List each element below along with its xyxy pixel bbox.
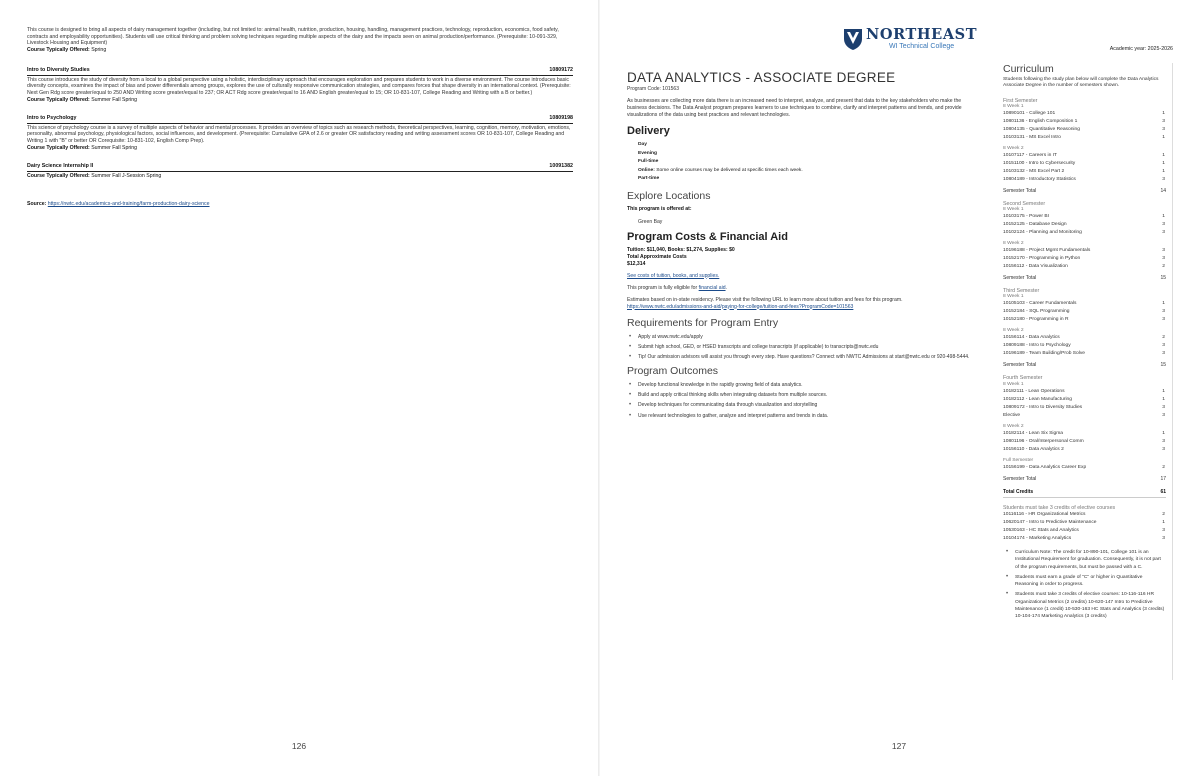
source-link[interactable]: https://nwtc.edu/academics-and-training/farm-production-dairy-science bbox=[47, 201, 210, 207]
course-row: 10182112 - Lean Manufacturing 1 bbox=[1003, 396, 1165, 402]
delivery-list bbox=[627, 141, 982, 184]
costs-heading: Program Costs & Financial Aid bbox=[627, 230, 788, 243]
course-row: 10105103 - Career Fundamentals 1 bbox=[1003, 301, 1165, 307]
shield-logo-icon bbox=[843, 27, 863, 51]
curriculum-sidebar bbox=[995, 63, 1173, 680]
course-row: Elective 3 bbox=[1003, 412, 1165, 418]
course-intro bbox=[27, 27, 573, 54]
total-credits: Total Credits 61 bbox=[1003, 489, 1166, 498]
block-label: 8 Week 2 bbox=[1003, 241, 1024, 247]
course-row: 10152184 - SQL Programming 3 bbox=[1003, 309, 1165, 315]
course-psychology bbox=[27, 115, 573, 152]
block-label: 8 Week 1 bbox=[1003, 294, 1024, 300]
course-row: 10804135 - Quantitative Reasoning 3 bbox=[1003, 126, 1165, 132]
elective-title: Students must take 3 credits of elective courses bbox=[1003, 504, 1116, 511]
semester-title: Fourth Semester bbox=[1003, 375, 1043, 382]
block-label: 8 Week 2 bbox=[1003, 145, 1024, 151]
delivery-online-text: Some online courses may be delivered at specific times each week. bbox=[656, 167, 803, 173]
delivery-item: Evening bbox=[638, 150, 658, 156]
course-row: 10152125 - Database Design 3 bbox=[1003, 222, 1165, 228]
course-title: Intro to Psychology bbox=[27, 115, 77, 121]
requirements-list bbox=[627, 334, 982, 362]
course-row: 10809188 - Intro to Psychology 3 bbox=[1003, 343, 1165, 349]
delivery-heading: Delivery bbox=[627, 125, 670, 137]
course-row: 10103175 - Power BI 1 bbox=[1003, 214, 1165, 220]
electives bbox=[1003, 505, 1166, 544]
block-label: 8 Week 2 bbox=[1003, 328, 1024, 334]
course-dairy-internship bbox=[27, 163, 573, 179]
page-number: 126 bbox=[291, 741, 307, 751]
course-heading bbox=[27, 115, 573, 124]
see-costs-link[interactable]: See costs of tuition, books, and supplies. bbox=[627, 272, 720, 279]
list-item: • Curriculum Note: The credit for 10-890-101, College 101 is an Institutional Requirement for graduation. Consequently, it is not part of the program requirements, but must be passed with a C. bbox=[1003, 549, 1166, 571]
location: Green Bay bbox=[638, 218, 663, 225]
tuition-fees-link[interactable]: https://www.nwtc.edu/admissions-and-aid/paying-for-college/tuition-and-fees?ProgramCode=101563 bbox=[627, 303, 854, 310]
list-item: • Develop functional knowledge in the rapidly growing field of data analytics. bbox=[627, 382, 982, 389]
list-item: • Use relevant technologies to gather, analyze and interpret patterns and trends in data. bbox=[627, 413, 982, 420]
page-number: 127 bbox=[891, 741, 907, 751]
semester-4 bbox=[1003, 375, 1166, 482]
course-row: 10182114 - Lean Six Sigma 1 bbox=[1003, 430, 1165, 436]
intro-description: This course is designed to bring all aspects of dairy management together (including, but not limited to: animal health, nutrition, production, housing, handling, management practices, technology, reproduction, economics, food safety, contracts and employability opportunities). Students will use critical thinking and problem solving techniques regarding multiple aspects of the dairy and the impacts seen on animal production/performance. (Prerequisite: 10-091-329, Livestock Housing and Equipment) bbox=[27, 27, 559, 47]
course-row: 10801136 - English Composition 1 3 bbox=[1003, 118, 1165, 124]
semester-2 bbox=[1003, 201, 1166, 282]
delivery-online-label: Online: bbox=[638, 167, 655, 173]
course-row: 10103131 - MS Excel Intro 1 bbox=[1003, 134, 1165, 140]
program-description: As businesses are collecting more data there is an increased need to interpret, analyze, and present that data to the key stakeholders who make the business decisions. The Data Analyst program prepares learners to use techniques to combine, clarify and interpret patterns and trends, and provide visualizations of the data using best practices and relevant technologies. bbox=[627, 98, 962, 118]
tuition-line: Tuition: $11,040, Books: $1,274, Supplies: $0 bbox=[627, 246, 735, 253]
block-label: 8 Week 1 bbox=[1003, 207, 1024, 213]
course-row: 10196188 - Project Mgmt Fundamentals 3 bbox=[1003, 248, 1165, 254]
course-row: 10801196 - Oral/Interpersonal Comm 3 bbox=[1003, 438, 1165, 444]
course-row: 10156110 - Data Analytics 2 3 bbox=[1003, 446, 1165, 452]
course-row: 10620147 - Intro to Predictive Maintenance 1 bbox=[1003, 520, 1165, 526]
course-offered: Course Typically Offered: Summer Fall Spring bbox=[27, 144, 138, 151]
semester-3 bbox=[1003, 288, 1166, 369]
outcomes-list bbox=[627, 382, 982, 420]
logo-name: NORTHEAST bbox=[866, 25, 978, 43]
course-row: 10182111 - Lean Operations 1 bbox=[1003, 388, 1165, 394]
outcomes-heading: Program Outcomes bbox=[627, 364, 719, 377]
page-title: DATA ANALYTICS - ASSOCIATE DEGREE bbox=[627, 70, 896, 85]
course-description: This course introduces the study of diversity from a local to a global perspective using a holistic, interdisciplinary approach that encourages exploration and prepares students to work in a diverse environment. The course introduces basic diversity concepts, examines the impact of bias and power differentials among groups, explores the use of culturally responsive communication strategies, and compares forces that shape diversity in an international context. (Prerequisite: Next Gen Rdg score greater/equal to 250 AND Writing score greater/equal to 237; OR ACT Rdg score greater/equal to 16 AND English greater/equal to 15; OR 10-831-107, College Reading and Writing with a B or better.) bbox=[27, 76, 571, 97]
course-code: 10809172 bbox=[549, 67, 573, 73]
total-costs-label: Total Approximate Costs bbox=[627, 253, 687, 260]
course-row: 10107117 - Careers in IT 1 bbox=[1003, 152, 1165, 158]
block-label: 8 Week 2 bbox=[1003, 423, 1024, 429]
semester-total: Semester Total 15 bbox=[1003, 275, 1166, 282]
course-row: 10152170 - Programming in Python 3 bbox=[1003, 256, 1165, 262]
intro-offered: Course Typically Offered: Spring bbox=[27, 47, 107, 54]
course-row: 10102124 - Planning and Monitoring 3 bbox=[1003, 230, 1165, 236]
semester-total: Semester Total 15 bbox=[1003, 362, 1166, 369]
semester-1 bbox=[1003, 98, 1166, 195]
curriculum-description: Students following the study plan below will complete the Data Analytics Associate Degree in the number of semesters shown. bbox=[1003, 77, 1159, 89]
course-row: 10104174 - Marketing Analytics 3 bbox=[1003, 536, 1165, 542]
block-label: 8 Week 1 bbox=[1003, 103, 1024, 109]
course-heading bbox=[27, 67, 573, 76]
curriculum-heading: Curriculum bbox=[1003, 63, 1054, 75]
semester-total: Semester Total 14 bbox=[1003, 187, 1166, 194]
curriculum-notes bbox=[1003, 549, 1166, 620]
list-item: • Students must earn a grade of "C" or higher in Quantitative Reasoning in order to progress. bbox=[1003, 574, 1166, 588]
explore-heading: Explore Locations bbox=[627, 189, 711, 202]
list-item: • Develop techniques for communicating data through visualization and storytelling bbox=[627, 402, 982, 409]
offered-at: This program is offered at: bbox=[627, 205, 692, 212]
semester-title: Second Semester bbox=[1003, 200, 1046, 207]
course-row: 10530163 - HC Stats and Analytics 3 bbox=[1003, 528, 1165, 534]
course-offered: Course Typically Offered: Summer Fall J-Session Spring bbox=[27, 172, 162, 179]
program-main bbox=[627, 70, 982, 423]
right-page bbox=[600, 0, 1200, 776]
estimates-text: Estimates based on in-state residency. Please visit the following URL to learn more about tuition and fees for this program. bbox=[627, 296, 903, 303]
source-line: Source: https://nwtc.edu/academics-and-training/farm-production-dairy-science bbox=[27, 201, 210, 207]
delivery-item: Part-time bbox=[638, 176, 660, 181]
logo-subtitle: WI Technical College bbox=[888, 42, 955, 50]
financial-aid-link[interactable]: financial aid bbox=[698, 284, 726, 291]
course-row: 10196189 - Team Building/Prob Solve 3 bbox=[1003, 351, 1165, 357]
delivery-item: Day bbox=[638, 142, 647, 147]
course-row: 10151100 - Intro to Cybersecurity 1 bbox=[1003, 160, 1165, 166]
course-code: 10091382 bbox=[549, 163, 573, 169]
list-item: • Tip! Our admission advisors will assist you through every step. Have questions? Connect with NWTC Admissions at start@nwtc.edu or 920-498-5444. bbox=[627, 354, 982, 361]
course-row: 10152180 - Programming in R 3 bbox=[1003, 317, 1165, 323]
course-heading bbox=[27, 163, 573, 172]
course-row: 10156112 - Data Visualization 2 bbox=[1003, 264, 1165, 270]
course-offered: Course Typically Offered: Summer Fall Spring bbox=[27, 96, 138, 103]
financial-aid-line: This program is fully eligible for financial aid. bbox=[627, 284, 727, 291]
semester-total: Semester Total 17 bbox=[1003, 475, 1166, 482]
course-row: 10103132 - MS Excel Part 2 1 bbox=[1003, 168, 1165, 174]
program-code: Program Code: 101563 bbox=[627, 86, 679, 92]
list-item: • Students must take 3 credits of elective courses: 10-116-116 HR Organizational Metrics (2 credits) 10-620-147 Intro to Predictive Maintenance (1 credit) 10-530-163 HC Stats and Analytics (3 credits) 10-104-174 Marketing Analytics (3 credits) bbox=[1003, 591, 1166, 620]
delivery-item: Full-time bbox=[638, 159, 659, 164]
requirements-heading: Requirements for Program Entry bbox=[627, 316, 779, 329]
course-diversity bbox=[27, 67, 573, 104]
academic-year: Academic year: 2025-2026 bbox=[1109, 46, 1173, 52]
course-row: 10890101 - College 101 1 bbox=[1003, 110, 1165, 116]
course-description: This science of psychology course is a survey of multiple aspects of behavior and mental processes. It provides an overview of topics such as research methods, theoretical perspectives, learning, cognition, memory, motivation, emotions, personality, abnormal psychology, physiological factors, social influences, and development. (Prerequisite: Cumulative GPA of 2.6 or greater OR satisfactory reading and writing assessment scores OR 10-831-107, College Reading and Writing 1 with "B" or better OR Corequisite: 10-831-102, English Comp Prep). bbox=[27, 124, 571, 145]
course-title: Intro to Diversity Studies bbox=[27, 67, 90, 73]
list-item: • Submit high school, GED, or HSED transcripts and college transcripts (if applicable) to transcripts@nwtc.edu bbox=[627, 344, 982, 351]
college-logo bbox=[843, 27, 977, 51]
course-row: 10116116 - HR Organizational Metrics 2 bbox=[1003, 512, 1165, 518]
total-costs: $12,314 bbox=[627, 260, 646, 267]
block-label: Full Semester bbox=[1003, 457, 1034, 463]
course-row: 10804189 - Introductory Statistics 3 bbox=[1003, 176, 1165, 182]
list-item: • Apply at www.nwtc.edu/apply bbox=[627, 334, 982, 341]
block-label: 8 Week 1 bbox=[1003, 381, 1024, 387]
semester-title: Third Semester bbox=[1003, 288, 1040, 295]
course-row: 10156114 - Data Analytics 2 bbox=[1003, 335, 1165, 341]
list-item: • Build and apply critical thinking skills when integrating datasets from multiple sources. bbox=[627, 392, 982, 399]
course-row: 10156199 - Data Analytics Career Exp 2 bbox=[1003, 464, 1165, 470]
course-row: 10809172 - Intro to Diversity Studies 3 bbox=[1003, 404, 1165, 410]
semester-title: First Semester bbox=[1003, 97, 1038, 104]
course-code: 10809198 bbox=[549, 115, 573, 121]
course-title: Dairy Science Internship II bbox=[27, 163, 94, 169]
